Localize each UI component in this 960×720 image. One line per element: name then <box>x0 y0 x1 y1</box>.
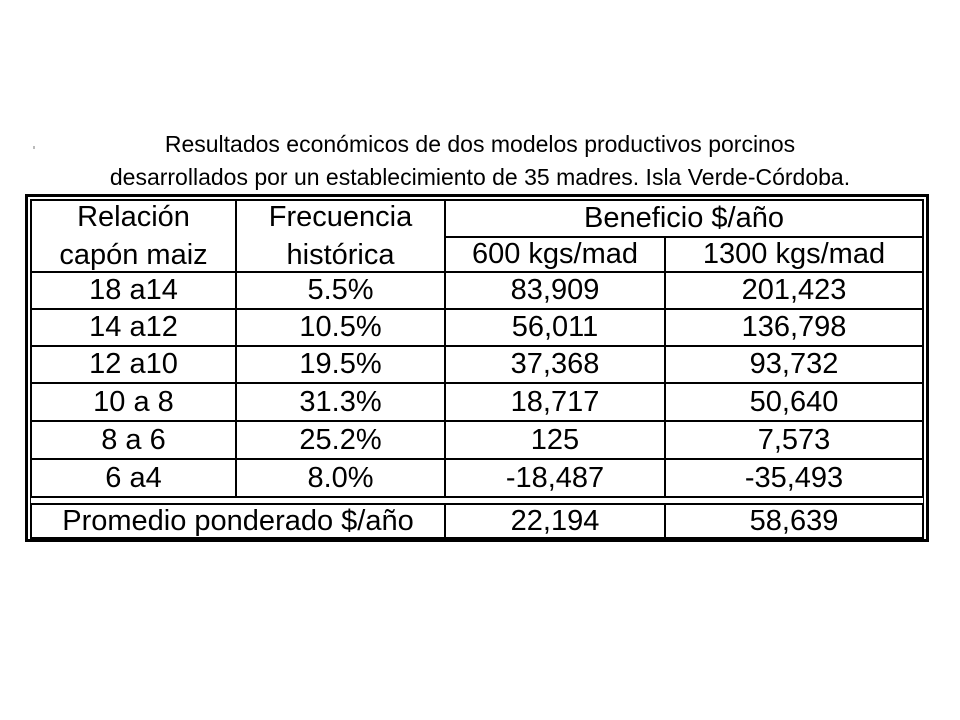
header-frecuencia-line-2: histórica <box>286 239 395 271</box>
table-cell-600 <box>444 308 666 347</box>
table-cell-1300 <box>664 382 924 422</box>
footer-promedio-label <box>30 503 446 539</box>
table-cell-1300 <box>664 420 924 460</box>
footer-label-text: Promedio ponderado $/año <box>62 504 414 537</box>
cell-text: 14 a12 <box>89 311 178 343</box>
page-title <box>0 128 960 194</box>
cell-text: 18,717 <box>510 385 600 418</box>
header-frecuencia <box>235 199 446 273</box>
table-cell-relacion <box>30 308 237 347</box>
cell-text: 6 a4 <box>105 461 162 494</box>
table-cell-1300 <box>664 271 924 310</box>
cell-text: 10.5% <box>299 311 382 343</box>
table-cell-frecuencia <box>235 420 446 460</box>
cell-text: 125 <box>530 423 580 456</box>
header-relacion <box>30 199 237 273</box>
header-600-kgs <box>444 236 666 273</box>
cell-text: 8 a 6 <box>101 423 166 456</box>
cell-text: 5.5% <box>307 274 374 306</box>
footer-600 <box>444 503 666 539</box>
header-relacion-line-2: capón maiz <box>59 239 208 271</box>
table-cell-1300 <box>664 308 924 347</box>
cell-text: -18,487 <box>505 461 605 494</box>
cell-text: 7,573 <box>757 423 831 456</box>
cell-text: 19.5% <box>299 348 382 380</box>
cell-text: 83,909 <box>510 274 600 306</box>
table-cell-relacion <box>30 345 237 384</box>
table-cell-600 <box>444 271 666 310</box>
table-cell-600 <box>444 345 666 384</box>
table-cell-frecuencia <box>235 271 446 310</box>
table-cell-1300 <box>664 345 924 384</box>
table-cell-frecuencia <box>235 308 446 347</box>
table-cell-frecuencia <box>235 382 446 422</box>
header-relacion-line-1: Relación <box>77 201 190 233</box>
cell-text: 12 a10 <box>89 348 178 380</box>
table-cell-frecuencia <box>235 345 446 384</box>
title-line-1: Resultados económicos de dos modelos productivos porcinos <box>164 131 796 157</box>
table-cell-relacion <box>30 271 237 310</box>
header-frecuencia-line-1: Frecuencia <box>268 201 413 233</box>
footer-1300-text: 58,639 <box>749 504 839 537</box>
cell-text: 201,423 <box>741 274 847 306</box>
table-cell-relacion <box>30 458 237 498</box>
cell-text: 31.3% <box>299 385 382 418</box>
table-cell-frecuencia <box>235 458 446 498</box>
cell-text: 8.0% <box>307 461 374 494</box>
cell-text: 18 a14 <box>89 274 178 306</box>
table-cell-600 <box>444 458 666 498</box>
cell-text: -35,493 <box>744 461 844 494</box>
header-1300-label: 1300 kgs/mad <box>702 238 886 270</box>
header-beneficio-label: Beneficio $/año <box>584 202 784 234</box>
cell-text: 50,640 <box>749 385 839 418</box>
footer-1300 <box>664 503 924 539</box>
cell-text: 56,011 <box>511 311 599 343</box>
table-cell-600 <box>444 420 666 460</box>
table-cell-relacion <box>30 420 237 460</box>
cell-text: 37,368 <box>510 348 600 380</box>
table-cell-relacion <box>30 382 237 422</box>
cell-text: 93,732 <box>749 348 839 380</box>
title-line-2: desarrollados por un establecimiento de 35 madres. Isla Verde-Córdoba. <box>109 164 851 190</box>
table-cell-600 <box>444 382 666 422</box>
header-1300-kgs <box>664 236 924 273</box>
footer-600-text: 22,194 <box>510 504 600 537</box>
cell-text: 136,798 <box>741 311 847 343</box>
table-cell-1300 <box>664 458 924 498</box>
cell-text: 25.2% <box>299 423 382 456</box>
header-beneficio-group <box>444 199 924 238</box>
cell-text: 10 a 8 <box>93 385 174 418</box>
header-600-label: 600 kgs/mad <box>471 238 639 270</box>
